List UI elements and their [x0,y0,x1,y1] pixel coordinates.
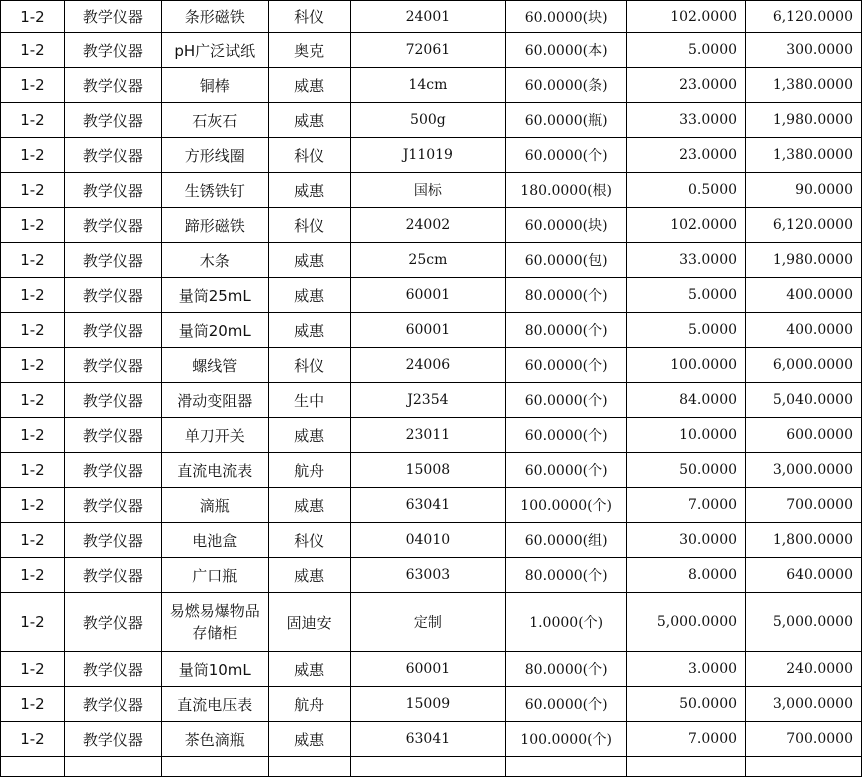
model-cell: 63041 [350,722,506,757]
table-row [1,278,862,313]
unit-price-cell: 23.0000 [627,68,746,103]
brand-cell: 威惠 [268,313,350,348]
category-code-cell: 1-2 [1,173,65,208]
item-name-cell: 直流电流表 [161,453,268,488]
quantity-cell: 60.0000(组) [506,523,627,558]
unit-price-cell: 3.0000 [627,652,746,687]
unit-price-cell: 102.0000 [627,208,746,243]
item-name-cell: 滑动变阻器 [161,383,268,418]
total-cell: 90.0000 [746,173,862,208]
model-cell: 15008 [350,453,506,488]
total-cell: 1,380.0000 [746,138,862,173]
quantity-cell: 60.0000(本) [506,33,627,68]
unit-price-cell: 5.0000 [627,33,746,68]
brand-cell: 威惠 [268,278,350,313]
brand-cell: 科仪 [268,348,350,383]
table-row [1,652,862,687]
quantity-cell: 60.0000(条) [506,68,627,103]
category-cell: 教学仪器 [64,68,161,103]
total-cell: 300.0000 [746,33,862,68]
table-row [1,68,862,103]
category-cell: 教学仪器 [64,593,161,652]
brand-cell: 奥克 [268,33,350,68]
category-cell: 教学仪器 [64,418,161,453]
total-cell: 1,980.0000 [746,103,862,138]
item-name-cell: 易燃易爆物品存储柜 [161,593,268,652]
brand-cell: 固迪安 [268,593,350,652]
table-row [1,488,862,523]
category-cell: 教学仪器 [64,278,161,313]
total-cell: 5,000.0000 [746,593,862,652]
model-cell: 24006 [350,348,506,383]
unit-price-cell: 23.0000 [627,138,746,173]
unit-price-cell: 84.0000 [627,383,746,418]
brand-cell: 航舟 [268,453,350,488]
category-code-cell: 1-2 [1,33,65,68]
quantity-cell: 80.0000(个) [506,313,627,348]
quantity-cell: 100.0000(个) [506,722,627,757]
category-code-cell: 1-2 [1,208,65,243]
total-cell: 640.0000 [746,558,862,593]
quantity-cell: 60.0000(瓶) [506,103,627,138]
item-name-cell: pH广泛试纸 [161,33,268,68]
unit-price-cell: 5.0000 [627,278,746,313]
table-row [1,687,862,722]
category-cell: 教学仪器 [64,313,161,348]
item-name-cell: 蹄形磁铁 [161,208,268,243]
model-cell: 定制 [350,593,506,652]
brand-cell: 威惠 [268,652,350,687]
empty-cell [64,757,161,777]
item-name-cell: 螺线管 [161,348,268,383]
category-code-cell: 1-2 [1,488,65,523]
quantity-cell: 80.0000(个) [506,278,627,313]
table-row [1,722,862,757]
category-code-cell: 1-2 [1,348,65,383]
model-cell: 24001 [350,1,506,33]
category-code-cell: 1-2 [1,593,65,652]
brand-cell: 威惠 [268,68,350,103]
table-row [1,453,862,488]
table-row [1,593,862,652]
model-cell: J11019 [350,138,506,173]
total-cell: 400.0000 [746,313,862,348]
brand-cell: 威惠 [268,488,350,523]
table-row [1,208,862,243]
brand-cell: 威惠 [268,418,350,453]
category-cell: 教学仪器 [64,33,161,68]
total-cell: 240.0000 [746,652,862,687]
category-cell: 教学仪器 [64,173,161,208]
category-cell: 教学仪器 [64,558,161,593]
brand-cell: 科仪 [268,138,350,173]
item-name-cell: 广口瓶 [161,558,268,593]
table-row [1,243,862,278]
total-cell: 6,120.0000 [746,208,862,243]
model-cell: 15009 [350,687,506,722]
model-cell: 500g [350,103,506,138]
unit-price-cell: 10.0000 [627,418,746,453]
category-cell: 教学仪器 [64,208,161,243]
category-code-cell: 1-2 [1,68,65,103]
total-cell: 1,800.0000 [746,523,862,558]
brand-cell: 生中 [268,383,350,418]
total-cell: 700.0000 [746,488,862,523]
category-code-cell: 1-2 [1,103,65,138]
brand-cell: 科仪 [268,523,350,558]
item-name-cell: 直流电压表 [161,687,268,722]
item-name-cell: 条形磁铁 [161,1,268,33]
category-code-cell: 1-2 [1,687,65,722]
empty-cell [350,757,506,777]
total-cell: 3,000.0000 [746,453,862,488]
quantity-cell: 60.0000(个) [506,453,627,488]
unit-price-cell: 50.0000 [627,453,746,488]
category-cell: 教学仪器 [64,687,161,722]
category-code-cell: 1-2 [1,313,65,348]
model-cell: 14cm [350,68,506,103]
total-cell: 3,000.0000 [746,687,862,722]
table-row [1,313,862,348]
category-cell: 教学仪器 [64,652,161,687]
model-cell: 63003 [350,558,506,593]
total-cell: 600.0000 [746,418,862,453]
unit-price-cell: 5,000.0000 [627,593,746,652]
category-code-cell: 1-2 [1,243,65,278]
total-cell: 400.0000 [746,278,862,313]
quantity-cell: 180.0000(根) [506,173,627,208]
quantity-cell: 60.0000(个) [506,138,627,173]
category-cell: 教学仪器 [64,453,161,488]
quantity-cell: 80.0000(个) [506,558,627,593]
category-cell: 教学仪器 [64,488,161,523]
category-cell: 教学仪器 [64,383,161,418]
item-name-cell: 量筒10mL [161,652,268,687]
model-cell: 60001 [350,652,506,687]
brand-cell: 科仪 [268,1,350,33]
quantity-cell: 60.0000(块) [506,1,627,33]
unit-price-cell: 100.0000 [627,348,746,383]
total-cell: 6,120.0000 [746,1,862,33]
brand-cell: 威惠 [268,558,350,593]
category-code-cell: 1-2 [1,278,65,313]
item-name-cell: 木条 [161,243,268,278]
model-cell: 63041 [350,488,506,523]
category-cell: 教学仪器 [64,1,161,33]
unit-price-cell: 7.0000 [627,722,746,757]
unit-price-cell: 33.0000 [627,103,746,138]
table-row [1,523,862,558]
category-cell: 教学仪器 [64,243,161,278]
brand-cell: 科仪 [268,208,350,243]
item-name-cell: 量筒20mL [161,313,268,348]
unit-price-cell: 5.0000 [627,313,746,348]
category-code-cell: 1-2 [1,383,65,418]
item-name-cell: 量筒25mL [161,278,268,313]
model-cell: 60001 [350,313,506,348]
category-code-cell: 1-2 [1,558,65,593]
total-cell: 6,000.0000 [746,348,862,383]
unit-price-cell: 33.0000 [627,243,746,278]
quantity-cell: 1.0000(个) [506,593,627,652]
model-cell: 04010 [350,523,506,558]
category-cell: 教学仪器 [64,103,161,138]
empty-cell [506,757,627,777]
table-row [1,757,862,777]
item-name-cell: 滴瓶 [161,488,268,523]
unit-price-cell: 102.0000 [627,1,746,33]
item-name-cell: 铜棒 [161,68,268,103]
model-cell: J2354 [350,383,506,418]
table-row [1,173,862,208]
quantity-cell: 60.0000(个) [506,418,627,453]
model-cell: 24002 [350,208,506,243]
unit-price-cell: 30.0000 [627,523,746,558]
empty-cell [268,757,350,777]
brand-cell: 威惠 [268,173,350,208]
category-code-cell: 1-2 [1,1,65,33]
category-code-cell: 1-2 [1,722,65,757]
table-row [1,1,862,33]
total-cell: 1,980.0000 [746,243,862,278]
total-cell: 5,040.0000 [746,383,862,418]
category-code-cell: 1-2 [1,138,65,173]
category-cell: 教学仪器 [64,138,161,173]
total-cell: 1,380.0000 [746,68,862,103]
item-name-cell: 电池盒 [161,523,268,558]
brand-cell: 威惠 [268,103,350,138]
empty-cell [1,757,65,777]
model-cell: 60001 [350,278,506,313]
model-cell: 23011 [350,418,506,453]
quantity-cell: 60.0000(个) [506,383,627,418]
quantity-cell: 60.0000(个) [506,687,627,722]
category-cell: 教学仪器 [64,722,161,757]
category-cell: 教学仪器 [64,348,161,383]
item-name-cell: 单刀开关 [161,418,268,453]
unit-price-cell: 0.5000 [627,173,746,208]
category-code-cell: 1-2 [1,453,65,488]
unit-price-cell: 50.0000 [627,687,746,722]
item-name-cell: 茶色滴瓶 [161,722,268,757]
brand-cell: 威惠 [268,722,350,757]
table-row [1,103,862,138]
empty-cell [627,757,746,777]
brand-cell: 航舟 [268,687,350,722]
quantity-cell: 60.0000(块) [506,208,627,243]
quantity-cell: 60.0000(个) [506,348,627,383]
unit-price-cell: 8.0000 [627,558,746,593]
category-code-cell: 1-2 [1,523,65,558]
model-cell: 国标 [350,173,506,208]
table-row [1,383,862,418]
item-name-cell: 石灰石 [161,103,268,138]
item-name-cell: 方形线圈 [161,138,268,173]
brand-cell: 威惠 [268,243,350,278]
table-row [1,33,862,68]
model-cell: 25cm [350,243,506,278]
table-row [1,348,862,383]
total-cell: 700.0000 [746,722,862,757]
table-row [1,418,862,453]
quantity-cell: 80.0000(个) [506,652,627,687]
table-row [1,138,862,173]
empty-cell [746,757,862,777]
category-code-cell: 1-2 [1,418,65,453]
empty-cell [161,757,268,777]
quantity-cell: 60.0000(包) [506,243,627,278]
item-name-cell: 生锈铁钉 [161,173,268,208]
unit-price-cell: 7.0000 [627,488,746,523]
model-cell: 72061 [350,33,506,68]
quantity-cell: 100.0000(个) [506,488,627,523]
table-row [1,558,862,593]
category-code-cell: 1-2 [1,652,65,687]
category-cell: 教学仪器 [64,523,161,558]
